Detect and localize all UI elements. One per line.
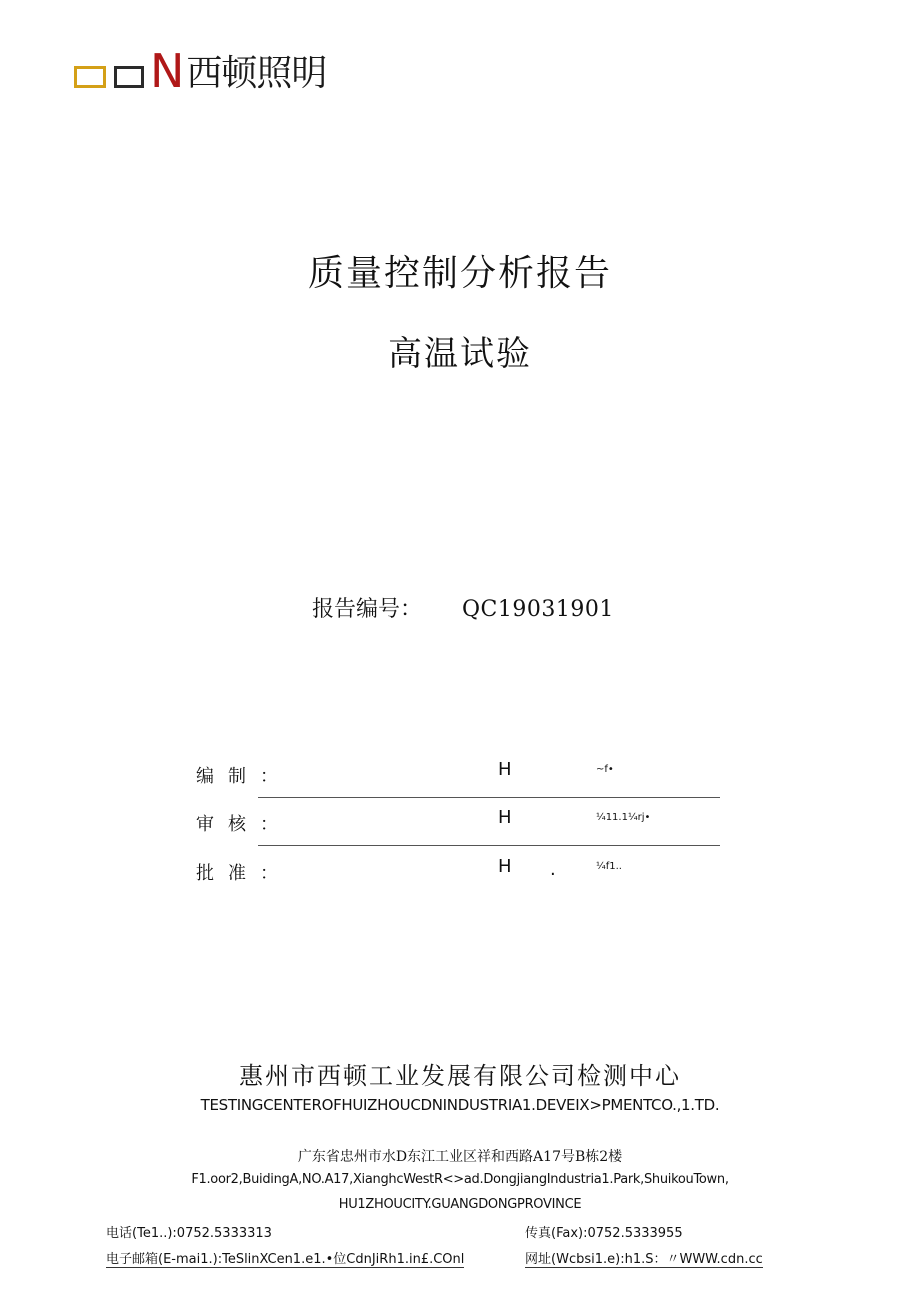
report-number-line: [312, 592, 614, 623]
address-en-line2: HU1ZHOUCITY.GUANGDONGPROVINCE: [338, 1197, 582, 1212]
signature-row-approved: [196, 856, 720, 899]
company-name-cn: 惠州市西顿工业发展有限公司检测中心: [239, 1062, 681, 1090]
report-number-value: QC19031901: [462, 597, 614, 622]
website-link[interactable]: [525, 1248, 763, 1268]
signature-initial: H: [498, 856, 512, 877]
fax-label: 传真: [525, 1226, 552, 1241]
logo-dark-square: [114, 66, 144, 88]
telephone-label: 电话: [106, 1226, 133, 1241]
signature-mark: ¼f1..: [596, 861, 622, 872]
signature-line: [258, 797, 720, 798]
logo-name: 西顿照明: [186, 53, 327, 94]
company-name-en: TESTINGCENTEROFHUIZHOUCDNINDUSTRIA1.DEVEIX>PMENTCO.,1.TD.: [200, 1096, 720, 1114]
email-label: 电子邮箱: [106, 1252, 159, 1267]
signature-label: 审核：: [196, 814, 292, 835]
signature-initial: H: [498, 807, 512, 828]
signature-label: 编制：: [196, 766, 292, 787]
website-label: 网址: [525, 1252, 552, 1267]
signature-line: [258, 845, 720, 846]
telephone-value: (Te1..):0752.5333313: [132, 1226, 272, 1241]
address-cn: 广东省忠州市水D东江工业区祥和西路A17号B栋2楼: [297, 1149, 623, 1165]
website-value: (Wcbsi1.e):h1.S：〃WWW.cdn.cc: [551, 1252, 763, 1267]
address-en-line1: F1.oor2,BuidingA,NO.A17,XianghcWestR<>ad.DongjiangIndustria1.Park,ShuikouTown,: [191, 1172, 729, 1187]
signature-label: 批准：: [196, 863, 292, 884]
signature-initial: H: [498, 759, 512, 780]
fax-value: (Fax):0752.5333955: [551, 1226, 683, 1241]
email-value: (E-mai1.):TeSlinXCen1.e1.•位CdnJiRh1.in£.COnl: [158, 1252, 465, 1267]
logo-yellow-square: [74, 66, 106, 88]
report-subtitle: 高温试验: [388, 334, 532, 374]
logo-letter: N: [150, 44, 185, 98]
signature-row-reviewed: [196, 807, 720, 850]
signature-dot: .: [550, 859, 556, 880]
report-title: 质量控制分析报告: [307, 253, 612, 294]
signature-mark: ~f•: [596, 764, 614, 775]
email-link[interactable]: [106, 1248, 464, 1268]
signature-mark: ¼11.1¼rj•: [596, 812, 651, 823]
report-number-label: 报告编号：: [312, 597, 423, 622]
telephone: [106, 1222, 272, 1241]
signature-row-prepared: [196, 759, 720, 802]
fax: [525, 1222, 683, 1241]
company-logo: [74, 44, 327, 98]
